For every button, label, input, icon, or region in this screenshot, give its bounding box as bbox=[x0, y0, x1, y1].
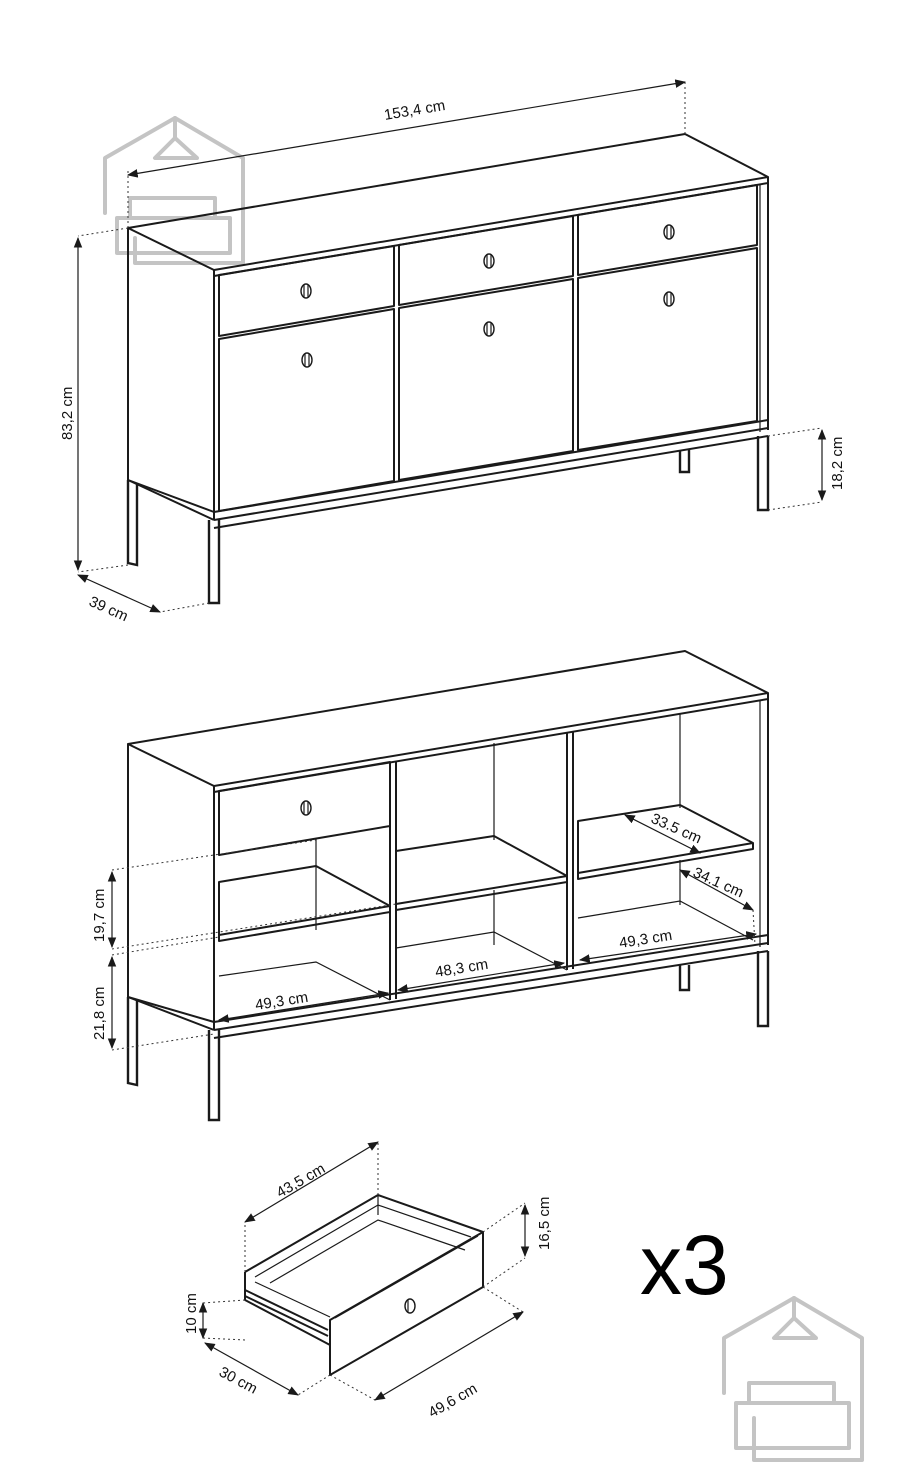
label-middle-width: 48,3 cm bbox=[433, 955, 490, 981]
label-drawer-width: 49,6 cm bbox=[425, 1380, 481, 1422]
label-drawer-depth: 43,5 cm bbox=[273, 1160, 329, 1202]
label-height: 83,2 cm bbox=[59, 386, 76, 440]
dim-drawer-front-height bbox=[483, 1203, 525, 1287]
label-leg-height: 18,2 cm bbox=[829, 436, 846, 490]
label-shelf-depth: 34.1 cm bbox=[690, 864, 747, 902]
label-bottom-gap: 21,8 cm bbox=[91, 986, 108, 1040]
label-right-width: 49,3 cm bbox=[617, 926, 674, 952]
label-depth: 39 cm bbox=[86, 593, 131, 626]
drawer-count: x3 bbox=[640, 1218, 729, 1312]
logo-house-sofa-icon bbox=[724, 1298, 862, 1460]
label-drawer-front-height: 16,5 cm bbox=[536, 1196, 553, 1250]
dim-drawer-side-height bbox=[203, 1300, 245, 1340]
dim-shelf-gap bbox=[112, 840, 396, 949]
dim-leg-height bbox=[768, 428, 822, 510]
drawer-view bbox=[245, 1195, 483, 1375]
logo-house-sofa-icon bbox=[105, 118, 243, 263]
label-left-width: 49,3 cm bbox=[253, 988, 310, 1014]
sideboard-open-view bbox=[128, 651, 768, 1120]
knob-icon bbox=[301, 801, 311, 815]
dim-height bbox=[78, 228, 128, 572]
sideboard-closed-view bbox=[128, 134, 768, 603]
label-width: 153,4 cm bbox=[382, 96, 447, 124]
label-drawer-side-height: 10 cm bbox=[183, 1293, 200, 1334]
label-shelf-depth-inner: 33.5 cm bbox=[648, 810, 705, 848]
label-shelf-gap: 19,7 cm bbox=[91, 888, 108, 942]
knob-icon bbox=[405, 1299, 415, 1313]
label-drawer-side-depth: 30 cm bbox=[216, 1363, 261, 1398]
